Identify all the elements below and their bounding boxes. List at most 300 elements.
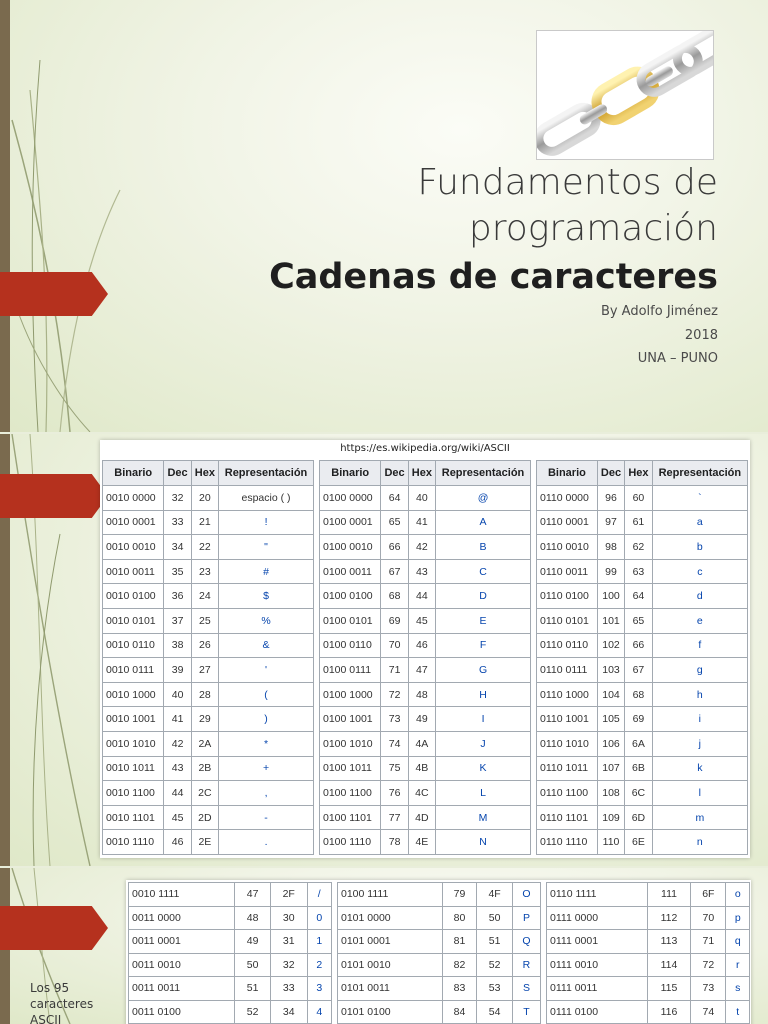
binary-cell: 0010 1100 (103, 781, 164, 806)
representation-cell[interactable]: f (652, 633, 747, 658)
representation-cell[interactable]: r (726, 953, 750, 977)
dec-cell: 38 (164, 633, 191, 658)
dec-cell: 83 (442, 977, 477, 1001)
table-row (129, 906, 332, 930)
title-line-1: Fundamentos de (417, 162, 718, 203)
binary-cell: 0100 1111 (338, 883, 443, 907)
dec-cell: 64 (381, 486, 408, 511)
dec-cell: 100 (597, 584, 624, 609)
dec-cell: 106 (597, 731, 624, 756)
representation-cell[interactable]: . (219, 830, 314, 855)
hex-cell: 66 (625, 633, 652, 658)
table-row (537, 805, 748, 830)
table-row (547, 1000, 750, 1024)
binary-cell: 0101 0100 (338, 1000, 443, 1024)
representation-cell[interactable]: R (512, 953, 540, 977)
dec-cell: 80 (442, 906, 477, 930)
representation-cell[interactable]: 0 (307, 906, 331, 930)
representation-cell[interactable]: p (726, 906, 750, 930)
table-row (537, 707, 748, 732)
table-row (129, 930, 332, 954)
table-row (103, 584, 314, 609)
dec-cell: 40 (164, 682, 191, 707)
dec-cell: 81 (442, 930, 477, 954)
dec-cell: 111 (647, 883, 690, 907)
representation-cell[interactable]: ) (219, 707, 314, 732)
dec-cell: 45 (164, 805, 191, 830)
binary-cell: 0110 1100 (537, 781, 598, 806)
representation-cell[interactable]: 3 (307, 977, 331, 1001)
dec-cell: 36 (164, 584, 191, 609)
binary-cell: 0100 1100 (320, 781, 381, 806)
hex-cell: 52 (477, 953, 513, 977)
table-row (338, 883, 541, 907)
table-row (103, 707, 314, 732)
representation-cell[interactable]: o (726, 883, 750, 907)
hex-cell: 28 (191, 682, 218, 707)
binary-cell: 0110 0011 (537, 559, 598, 584)
dec-cell: 105 (597, 707, 624, 732)
representation-cell[interactable]: g (652, 658, 747, 683)
representation-cell[interactable]: " (219, 535, 314, 560)
hex-cell: 4C (408, 781, 435, 806)
hex-cell: 4E (408, 830, 435, 855)
representation-cell[interactable]: C (436, 559, 531, 584)
binary-cell: 0101 0001 (338, 930, 443, 954)
table-row (103, 830, 314, 855)
binary-cell: 0010 1000 (103, 682, 164, 707)
representation-cell[interactable]: # (219, 559, 314, 584)
representation-cell[interactable]: D (436, 584, 531, 609)
representation-cell[interactable]: t (726, 1000, 750, 1024)
author: By Adolfo Jiménez (600, 304, 718, 319)
table-row (537, 510, 748, 535)
binary-cell: 0010 0010 (103, 535, 164, 560)
hex-cell: 53 (477, 977, 513, 1001)
dec-cell: 84 (442, 1000, 477, 1024)
table-row (320, 731, 531, 756)
representation-cell[interactable]: ! (219, 510, 314, 535)
representation-cell[interactable]: J (436, 731, 531, 756)
dec-cell: 116 (647, 1000, 690, 1024)
hex-cell: 45 (408, 608, 435, 633)
representation-cell[interactable]: Q (512, 930, 540, 954)
hex-cell: 72 (691, 953, 726, 977)
hex-cell: 32 (270, 953, 307, 977)
table-row (103, 559, 314, 584)
source-url: https://es.wikipedia.org/wiki/ASCII (340, 443, 510, 454)
table-row (320, 584, 531, 609)
table-row (537, 830, 748, 855)
table-row (103, 756, 314, 781)
binary-cell: 0111 0100 (547, 1000, 648, 1024)
hex-cell: 22 (191, 535, 218, 560)
binary-cell: 0110 1010 (537, 731, 598, 756)
table-row (320, 781, 531, 806)
ascii-table-image-2 (126, 880, 751, 1024)
title-line-2: programación (468, 208, 718, 249)
dec-cell: 68 (381, 584, 408, 609)
hex-cell: 6F (691, 883, 726, 907)
hex-cell: 44 (408, 584, 435, 609)
dec-cell: 34 (164, 535, 191, 560)
representation-cell[interactable]: ( (219, 682, 314, 707)
ascii-block-6 (546, 882, 750, 1024)
dec-cell: 96 (597, 486, 624, 511)
representation-cell[interactable]: L (436, 781, 531, 806)
red-arrow-tab (0, 906, 108, 950)
binary-cell: 0100 1101 (320, 805, 381, 830)
hex-cell: 2D (191, 805, 218, 830)
binary-cell: 0100 0100 (320, 584, 381, 609)
table-row (537, 658, 748, 683)
dec-cell: 43 (164, 756, 191, 781)
table-row (537, 535, 748, 560)
binary-cell: 0100 1000 (320, 682, 381, 707)
dec-cell: 101 (597, 608, 624, 633)
binary-cell: 0110 1111 (547, 883, 648, 907)
dec-cell: 98 (597, 535, 624, 560)
hex-cell: 2E (191, 830, 218, 855)
dec-cell: 74 (381, 731, 408, 756)
representation-cell[interactable]: c (652, 559, 747, 584)
representation-cell[interactable]: M (436, 805, 531, 830)
table-row (320, 510, 531, 535)
representation-cell[interactable]: % (219, 608, 314, 633)
hex-cell: 61 (625, 510, 652, 535)
hex-cell: 46 (408, 633, 435, 658)
dec-cell: 107 (597, 756, 624, 781)
table-row (537, 608, 748, 633)
representation-cell[interactable]: 2 (307, 953, 331, 977)
representation-cell[interactable]: h (652, 682, 747, 707)
red-arrow-tab (0, 272, 108, 316)
table-row (547, 930, 750, 954)
representation-cell[interactable]: ' (219, 658, 314, 683)
hex-cell: 4D (408, 805, 435, 830)
binary-cell: 0110 0101 (537, 608, 598, 633)
hex-cell: 68 (625, 682, 652, 707)
table-row (537, 756, 748, 781)
hex-cell: 6A (625, 731, 652, 756)
binary-cell: 0110 0010 (537, 535, 598, 560)
table-row (537, 682, 748, 707)
table-row (537, 486, 748, 511)
table-row (129, 953, 332, 977)
table-row (103, 486, 314, 511)
binary-cell: 0011 0000 (129, 906, 235, 930)
representation-cell[interactable]: , (219, 781, 314, 806)
binary-cell: 0110 0000 (537, 486, 598, 511)
hex-cell: 67 (625, 658, 652, 683)
binary-cell: 0100 0001 (320, 510, 381, 535)
representation-cell[interactable]: j (652, 731, 747, 756)
representation-cell[interactable]: F (436, 633, 531, 658)
binary-cell: 0010 0011 (103, 559, 164, 584)
table-row (547, 906, 750, 930)
binary-cell: 0010 1101 (103, 805, 164, 830)
hex-cell: 54 (477, 1000, 513, 1024)
binary-cell: 0101 0010 (338, 953, 443, 977)
hex-cell: 2B (191, 756, 218, 781)
binary-cell: 0100 0010 (320, 535, 381, 560)
representation-cell[interactable]: / (307, 883, 331, 907)
representation-cell[interactable]: b (652, 535, 747, 560)
dec-cell: 42 (164, 731, 191, 756)
slide-left-border (0, 0, 10, 432)
binary-cell: 0111 0000 (547, 906, 648, 930)
representation-cell[interactable]: & (219, 633, 314, 658)
dec-cell: 79 (442, 883, 477, 907)
hex-cell: 6B (625, 756, 652, 781)
table-row (320, 608, 531, 633)
representation-cell[interactable]: @ (436, 486, 531, 511)
representation-cell[interactable]: O (512, 883, 540, 907)
dec-cell: 65 (381, 510, 408, 535)
hex-cell: 50 (477, 906, 513, 930)
table-row (537, 584, 748, 609)
dec-cell: 44 (164, 781, 191, 806)
hex-cell: 6E (625, 830, 652, 855)
dec-cell: 47 (235, 883, 271, 907)
dec-cell: 48 (235, 906, 271, 930)
dec-cell: 115 (647, 977, 690, 1001)
binary-cell: 0010 0101 (103, 608, 164, 633)
binary-cell: 0010 0111 (103, 658, 164, 683)
table-row (537, 633, 748, 658)
dec-cell: 77 (381, 805, 408, 830)
hex-cell: 70 (691, 906, 726, 930)
table-row (338, 953, 541, 977)
table-row (320, 756, 531, 781)
dec-cell: 76 (381, 781, 408, 806)
binary-cell: 0011 0100 (129, 1000, 235, 1024)
ascii-block-2 (319, 460, 531, 855)
table-row (320, 682, 531, 707)
binary-cell: 0101 0000 (338, 906, 443, 930)
representation-cell[interactable]: e (652, 608, 747, 633)
header-representacion: Representación (652, 461, 747, 486)
ascii-table-slide-2 (0, 868, 768, 1024)
binary-cell: 0111 0011 (547, 977, 648, 1001)
table-row (129, 977, 332, 1001)
table-row (338, 906, 541, 930)
representation-cell[interactable]: I (436, 707, 531, 732)
table-row (103, 633, 314, 658)
dec-cell: 41 (164, 707, 191, 732)
header-binario: Binario (103, 461, 164, 486)
hex-cell: 31 (270, 930, 307, 954)
slide-subtitle: Cadenas de caracteres (269, 257, 718, 297)
table-row (547, 953, 750, 977)
table-row (320, 830, 531, 855)
hex-cell: 74 (691, 1000, 726, 1024)
binary-cell: 0100 0101 (320, 608, 381, 633)
table-row (537, 731, 748, 756)
binary-cell: 0110 1110 (537, 830, 598, 855)
dec-cell: 109 (597, 805, 624, 830)
representation-cell[interactable]: - (219, 805, 314, 830)
hex-cell: 4A (408, 731, 435, 756)
table-row (320, 559, 531, 584)
dec-cell: 69 (381, 608, 408, 633)
representation-cell[interactable]: ` (652, 486, 747, 511)
hex-cell: 42 (408, 535, 435, 560)
table-row (320, 633, 531, 658)
representation-cell[interactable]: G (436, 658, 531, 683)
representation-cell[interactable]: N (436, 830, 531, 855)
dec-cell: 72 (381, 682, 408, 707)
grass-decoration-icon (0, 0, 140, 432)
representation-cell[interactable]: T (512, 1000, 540, 1024)
hex-cell: 2A (191, 731, 218, 756)
hex-cell: 47 (408, 658, 435, 683)
representation-cell[interactable]: i (652, 707, 747, 732)
ascii-block-5 (337, 882, 541, 1024)
red-arrow-tab (0, 474, 108, 518)
hex-cell: 73 (691, 977, 726, 1001)
representation-cell[interactable]: K (436, 756, 531, 781)
representation-cell[interactable]: S (512, 977, 540, 1001)
header-representacion: Representación (219, 461, 314, 486)
representation-cell[interactable]: k (652, 756, 747, 781)
dec-cell: 33 (164, 510, 191, 535)
table-row (320, 535, 531, 560)
dec-cell: 39 (164, 658, 191, 683)
table-row (537, 559, 748, 584)
hex-cell: 71 (691, 930, 726, 954)
dec-cell: 35 (164, 559, 191, 584)
dec-cell: 102 (597, 633, 624, 658)
table-row (338, 930, 541, 954)
binary-cell: 0100 0111 (320, 658, 381, 683)
hex-cell: 33 (270, 977, 307, 1001)
dec-cell: 46 (164, 830, 191, 855)
binary-cell: 0010 1110 (103, 830, 164, 855)
header-dec: Dec (381, 461, 408, 486)
header-hex: Hex (191, 461, 218, 486)
binary-cell: 0110 0110 (537, 633, 598, 658)
binary-cell: 0110 1011 (537, 756, 598, 781)
binary-cell: 0011 0010 (129, 953, 235, 977)
dec-cell: 99 (597, 559, 624, 584)
hex-cell: 65 (625, 608, 652, 633)
hex-cell: 6D (625, 805, 652, 830)
dec-cell: 75 (381, 756, 408, 781)
representation-cell[interactable]: l (652, 781, 747, 806)
hex-cell: 26 (191, 633, 218, 658)
binary-cell: 0100 0011 (320, 559, 381, 584)
dec-cell: 50 (235, 953, 271, 977)
table-row (320, 707, 531, 732)
dec-cell: 114 (647, 953, 690, 977)
representation-cell[interactable]: * (219, 731, 314, 756)
binary-cell: 0110 0001 (537, 510, 598, 535)
representation-cell[interactable]: n (652, 830, 747, 855)
table-row (320, 805, 531, 830)
representation-cell[interactable]: espacio ( ) (219, 486, 314, 511)
hex-cell: 41 (408, 510, 435, 535)
dec-cell: 52 (235, 1000, 271, 1024)
representation-cell[interactable]: 1 (307, 930, 331, 954)
table-row (103, 781, 314, 806)
table-row (547, 977, 750, 1001)
representation-cell[interactable]: d (652, 584, 747, 609)
hex-cell: 23 (191, 559, 218, 584)
binary-cell: 0110 0111 (537, 658, 598, 683)
representation-cell[interactable]: E (436, 608, 531, 633)
binary-cell: 0010 0110 (103, 633, 164, 658)
table-row (103, 535, 314, 560)
representation-cell[interactable]: P (512, 906, 540, 930)
representation-cell[interactable]: s (726, 977, 750, 1001)
binary-cell: 0011 0011 (129, 977, 235, 1001)
hex-cell: 25 (191, 608, 218, 633)
dec-cell: 73 (381, 707, 408, 732)
hex-cell: 4F (477, 883, 513, 907)
binary-cell: 0010 1001 (103, 707, 164, 732)
header-representacion: Representación (436, 461, 531, 486)
hex-cell: 51 (477, 930, 513, 954)
dec-cell: 67 (381, 559, 408, 584)
dec-cell: 49 (235, 930, 271, 954)
dec-cell: 97 (597, 510, 624, 535)
representation-cell[interactable]: H (436, 682, 531, 707)
table-row (103, 658, 314, 683)
table-row (103, 805, 314, 830)
header-binario: Binario (320, 461, 381, 486)
representation-cell[interactable]: B (436, 535, 531, 560)
dec-cell: 78 (381, 830, 408, 855)
table-row (129, 883, 332, 907)
dec-cell: 66 (381, 535, 408, 560)
binary-cell: 0110 1001 (537, 707, 598, 732)
dec-cell: 70 (381, 633, 408, 658)
dec-cell: 37 (164, 608, 191, 633)
representation-cell[interactable]: 4 (307, 1000, 331, 1024)
binary-cell: 0010 1010 (103, 731, 164, 756)
representation-cell[interactable]: + (219, 756, 314, 781)
representation-cell[interactable]: A (436, 510, 531, 535)
table-row (103, 731, 314, 756)
representation-cell[interactable]: $ (219, 584, 314, 609)
representation-cell[interactable]: m (652, 805, 747, 830)
table-row (320, 658, 531, 683)
binary-cell: 0110 0100 (537, 584, 598, 609)
representation-cell[interactable]: q (726, 930, 750, 954)
header-binario: Binario (537, 461, 598, 486)
hex-cell: 69 (625, 707, 652, 732)
hex-cell: 49 (408, 707, 435, 732)
dec-cell: 103 (597, 658, 624, 683)
table-row (129, 1000, 332, 1024)
binary-cell: 0100 0000 (320, 486, 381, 511)
hex-cell: 27 (191, 658, 218, 683)
representation-cell[interactable]: a (652, 510, 747, 535)
hex-cell: 62 (625, 535, 652, 560)
binary-cell: 0100 1011 (320, 756, 381, 781)
dec-cell: 104 (597, 682, 624, 707)
dec-cell: 32 (164, 486, 191, 511)
binary-cell: 0111 0001 (547, 930, 648, 954)
dec-cell: 71 (381, 658, 408, 683)
binary-cell: 0010 0000 (103, 486, 164, 511)
binary-cell: 0010 1011 (103, 756, 164, 781)
header-dec: Dec (597, 461, 624, 486)
year: 2018 (684, 328, 718, 343)
hex-cell: 2C (191, 781, 218, 806)
header-hex: Hex (625, 461, 652, 486)
